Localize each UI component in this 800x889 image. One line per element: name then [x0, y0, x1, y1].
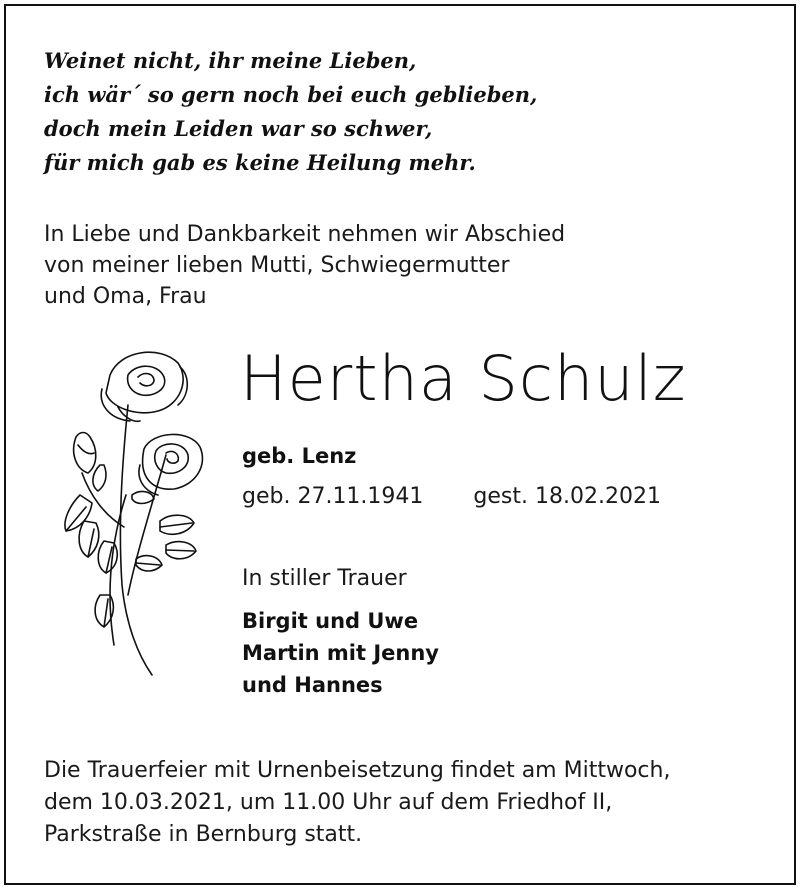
deceased-name: Hertha Schulz: [240, 342, 687, 415]
poem-line: für mich gab es keine Heilung mehr.: [44, 150, 476, 175]
death-date: gest. 18.02.2021: [473, 484, 661, 509]
mourner-line: Birgit und Uwe: [242, 609, 419, 633]
birth-date: geb. 27.11.1941: [242, 484, 424, 509]
poem-line: doch mein Leiden war so schwer,: [44, 116, 433, 141]
life-dates: [242, 484, 661, 509]
mourner-line: Martin mit Jenny: [242, 641, 439, 665]
poem-line: ich wär´ so gern noch bei euch geblieben,: [44, 82, 538, 107]
funeral-info: [44, 755, 670, 851]
mourning-heading: In stiller Trauer: [242, 566, 407, 591]
poem-line: Weinet nicht, ihr meine Lieben,: [44, 48, 417, 73]
intro-text: [44, 219, 565, 312]
intro-line: In Liebe und Dankbarkeit nehmen wir Abschied: [44, 222, 566, 247]
funeral-line: dem 10.03.2021, um 11.00 Uhr auf dem Friedhof II,: [44, 790, 613, 815]
poem: [44, 44, 537, 180]
mourner-line: und Hannes: [242, 673, 383, 697]
intro-line: und Oma, Frau: [44, 284, 207, 309]
mourners-list: [242, 605, 439, 701]
intro-line: von meiner lieben Mutti, Schwiegermutter: [44, 253, 510, 278]
rose-illustration-icon: [40, 345, 220, 685]
funeral-line: Parkstraße in Bernburg statt.: [44, 822, 363, 847]
maiden-name: geb. Lenz: [242, 444, 357, 468]
funeral-line: Die Trauerfeier mit Urnenbeisetzung findet am Mittwoch,: [44, 758, 671, 783]
